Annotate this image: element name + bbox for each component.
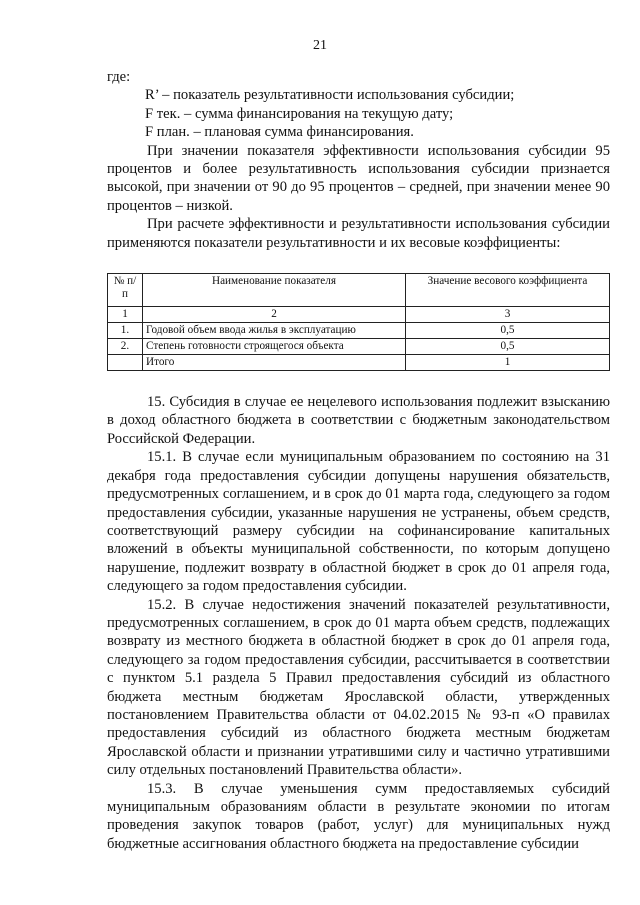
- table-header-row: [108, 274, 610, 307]
- definition-r: R’ – показатель результативности использования субсидии;: [145, 87, 515, 104]
- table-row: [108, 323, 610, 339]
- definition-f-plan: F план. – плановая сумма финансирования.: [145, 124, 414, 141]
- header-weight-value: Значение весового коэффициента: [406, 274, 610, 307]
- row-weight-value: 0,5: [406, 339, 610, 355]
- row-indicator-name: Годовой объем ввода жилья в эксплуатацию: [143, 323, 406, 339]
- row-weight-value: 0,5: [406, 323, 610, 339]
- header-number: № п/п: [108, 274, 143, 307]
- paragraph-15-3: 15.3. В случае уменьшения сумм предоставляемых субсидий муниципальным образованиям области в результате экономии по итогам проведения закупок товаров (работ, услуг) для муниципальных нужд бюджетные ассигнования областного бюджета на предоставление субсидии: [107, 780, 610, 852]
- table-column-number-row: [108, 307, 610, 323]
- table-total-row: [108, 355, 610, 371]
- paragraph-15: 15. Субсидия в случае ее нецелевого использования подлежит взысканию в доход областного бюджета в соответствии с бюджетным законодательством Российской Федерации.: [107, 394, 610, 447]
- column-number-2: 2: [143, 307, 406, 323]
- row-total-value: 1: [406, 355, 610, 371]
- paragraph-15-2: 15.2. В случае недостижения значений показателей результативности, предусмотренных соглашением, в срок до 01 марта объем средств, подлежащих возврату из местного бюджета в областной бюджет в срок до 01 апреля года, следующего за годом предоставления субсидии, рассчитывается в соответствии с пунктом 5.1 раздела 5 Правил предоставления субсидий из областного бюджета местным бюджетам Ярославской области, утвержденных постановлением Правительства области от 04.02.2015 № 93-п «О правилах предоставления субсидий из областного бюджета местным бюджетам Ярославской области и признании утратившими силу и частично утратившими силу отдельных постановлений Правительства области».: [107, 596, 610, 779]
- coefficients-table: [107, 273, 610, 371]
- table-row: [108, 339, 610, 355]
- intro-text: где:: [107, 69, 131, 85]
- column-number-1: 1: [108, 307, 143, 323]
- document-body: [107, 68, 610, 853]
- paragraph-15-1: 15.1. В случае если муниципальным образованием по состоянию на 31 декабря года предоставления субсидии допущены нарушения обязательств, предусмотренных соглашением, и в срок до 01 марта года, следующего за годом предоставления субсидии, указанные нарушения не устранены, объем средств, соответствующий размеру субсидии на софинансирование капитальных вложений в объекты муниципальной собственности, по которым допущено нарушение, подлежит возврату в областной бюджет в срок до 01 апреля года, следующего за годом предоставления субсидии.: [107, 449, 610, 595]
- row-number: [108, 355, 143, 371]
- row-total-label: Итого: [143, 355, 406, 371]
- row-number: 1.: [108, 323, 143, 339]
- paragraph-calculation: При расчете эффективности и результативности использования субсидии применяются показатели результативности и их весовые коэффициенты:: [107, 216, 610, 251]
- row-number: 2.: [108, 339, 143, 355]
- paragraph-threshold: При значении показателя эффективности использования субсидии 95 процентов и более результативность использования субсидии признается высокой, при значении от 90 до 95 процентов – средней, при значении менее 90 процентов – низкой.: [107, 142, 610, 214]
- definition-f-current: F тек. – сумма финансирования на текущую дату;: [145, 105, 454, 122]
- column-number-3: 3: [406, 307, 610, 323]
- page-number: 21: [313, 38, 327, 53]
- row-indicator-name: Степень готовности строящегося объекта: [143, 339, 406, 355]
- header-indicator-name: Наименование показателя: [143, 274, 406, 307]
